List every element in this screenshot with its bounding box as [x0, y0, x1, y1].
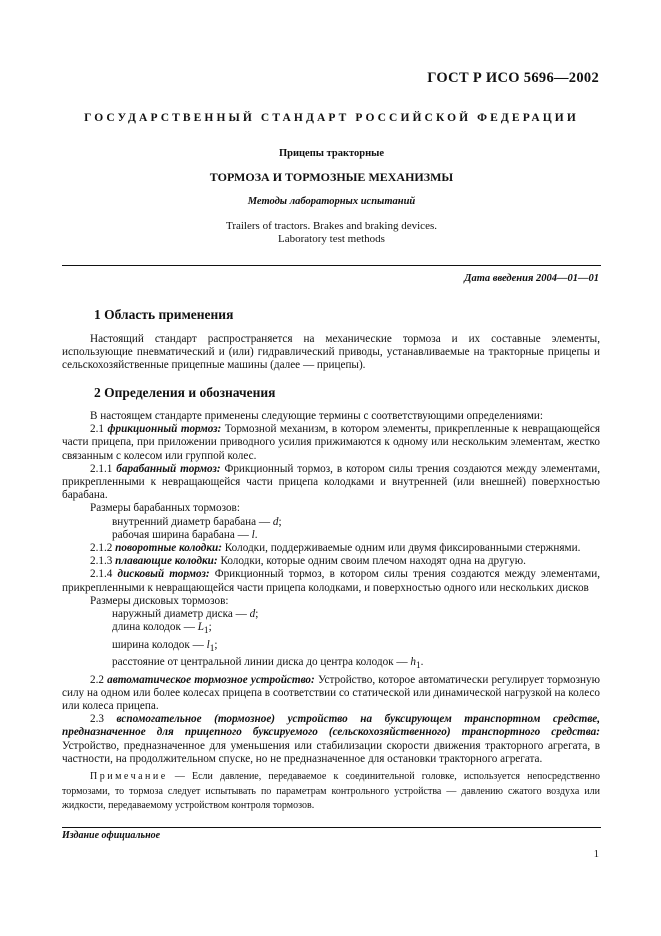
note: [62, 770, 600, 814]
pad-length: длина колодок — $L_1$;: [112, 621, 212, 637]
gost-number: ГОСТ Р ИСО 5696—2002: [427, 70, 599, 86]
section1-heading: 1 Область применения: [94, 307, 234, 322]
subscript: 1: [209, 643, 215, 654]
drum-diameter: внутренний диаметр барабана — d;: [112, 515, 282, 528]
symbol-l: l: [251, 528, 255, 541]
pad-width: ширина колодок — $l_1$;: [112, 638, 218, 654]
subscript: 1: [415, 661, 421, 672]
clause-2-2: [62, 674, 600, 714]
clause-number: 2.1.1: [90, 462, 113, 475]
pad-offset-text: расстояние от центральной линии диска до центра колодок —: [112, 656, 408, 669]
clause-number: 2.1: [90, 423, 104, 436]
definition: Тормозной механизм, в котором элементы, прикрепленные к невращающейся части прицепа, при приложении приводного усилия прижимаются к одному или нескольким элементам, жестко связанным с колесом или группой колес.: [62, 423, 601, 462]
clause-number: 2.1.4: [90, 568, 113, 581]
subscript: 1: [203, 626, 209, 637]
section2-intro: В настоящем стандарте применены следующие термины с соответствующими определениями:: [90, 410, 544, 422]
drum-width: рабочая ширина барабана — l.: [112, 528, 258, 541]
definition: Колодки, которые одним своим плечом находят одна на другую.: [220, 555, 526, 568]
definition: Устройство, предназначенное для уменьшения или стабилизации скорости движения тракторного агрегата, в частности, на продолжительном спуске, но не предназначенное для остановки тракторного агрегата.: [62, 739, 600, 765]
pad-length-text: длина колодок —: [112, 621, 195, 634]
title-methods: Методы лабораторных испытаний: [247, 196, 416, 207]
symbol-h: h: [410, 656, 416, 669]
drum-sizes-label: Размеры барабанных тормозов:: [90, 502, 240, 515]
term: автоматическое тормозное устройство:: [107, 673, 315, 686]
clause-2-1-3: [62, 555, 600, 568]
term: барабанный тормоз:: [116, 462, 221, 475]
term: вспомогательное (тормозное) устройство на буксирующем транспортном средстве, предназначенное для прицепного буксируемого (сельскохозяйственного) транспортного средства:: [62, 713, 601, 739]
clause-number: 2.3: [90, 713, 104, 726]
definition: Фрикционный тормоз, в котором силы трения создаются между элементами, прикрепленными к невращающейся части прицепа колодками, и поверхностью одного или нескольких дисков: [62, 568, 601, 594]
title-main: ТОРМОЗА И ТОРМОЗНЫЕ МЕХАНИЗМЫ: [209, 170, 454, 184]
note-text: — Если давление, передаваемое к соединительной головке, используется непосредственно тормозами, то тормоза следует испытывать по параметрам контрольного устройства — давлению сжатого воздуха или жидкости, передаваемому устройством контроля тормозов.: [62, 771, 600, 811]
section2-body: [62, 410, 600, 766]
introduction-date: Дата введения 2004—01—01: [464, 273, 599, 284]
drum-diameter-text: внутренний диаметр барабана —: [112, 515, 271, 528]
edition-label: Издание официальное: [62, 830, 161, 841]
disc-diameter-text: наружный диаметр диска —: [112, 608, 247, 621]
symbol-d: d: [272, 515, 279, 528]
symbol-L: L: [197, 621, 204, 634]
disc-diameter: наружный диаметр диска — d;: [112, 608, 259, 621]
footer-divider: [62, 827, 601, 828]
title-english-line1: Trailers of tractors. Brakes and braking devices.: [226, 220, 437, 232]
term: плавающие колодки:: [115, 555, 218, 568]
term: поворотные колодки:: [115, 542, 222, 555]
term: фрикционный тормоз:: [107, 423, 222, 436]
state-standard-title: ГОСУДАРСТВЕННЫЙ СТАНДАРТ РОССИЙСКОЙ ФЕДЕРАЦИИ: [84, 112, 579, 124]
section1-paragraph: Настоящий стандарт распространяется на механические тормоза и их составные элементы, использующие пневматический и (или) гидравлический приводы, устанавливаемые на тракторные прицепы и сельскохозяйственные прицепные машины (далее — прицепы).: [62, 333, 600, 372]
definition: Колодки, поддерживаемые одним или двумя фиксированными стержнями.: [224, 542, 581, 555]
clause-2-3: [62, 713, 600, 766]
clause-2-1-1: [62, 463, 600, 503]
clause-2-1-2: [62, 542, 600, 555]
disc-sizes-label: Размеры дисковых тормозов:: [90, 594, 229, 607]
title-subject: Прицепы тракторные: [278, 148, 385, 159]
definition: Устройство, которое автоматически регулирует тормозную силу на одном или более колесах прицепа в соответствии со статической или динамической нагрузкой на колесо или колеса прицепа.: [62, 673, 601, 712]
symbol-l: l: [206, 638, 210, 651]
note-label: Примечание: [90, 771, 168, 782]
definition: Фрикционный тормоз, в котором силы трения создаются между элементами, прикрепленными к невращающейся части прицепа колодками и внутренней (или внешней) поверхностью барабана.: [62, 462, 601, 502]
section2-heading: 2 Определения и обозначения: [94, 385, 276, 400]
header-divider: [62, 265, 601, 266]
symbol-d: d: [249, 608, 256, 621]
section1-text: [62, 333, 600, 373]
title-english-line2: Laboratory test methods: [278, 233, 385, 245]
term: дисковый тормоз:: [117, 568, 210, 581]
pad-width-text: ширина колодок —: [112, 638, 204, 651]
clause-number: 2.2: [90, 673, 104, 686]
pad-offset: расстояние от центральной линии диска до центра колодок — $h_1$.: [112, 656, 424, 672]
drum-width-text: рабочая ширина барабана —: [112, 528, 249, 541]
page-number: 1: [593, 849, 599, 860]
clause-number: 2.1.3: [90, 555, 113, 568]
clause-number: 2.1.2: [90, 542, 113, 555]
clause-2-1: [62, 423, 600, 463]
title-english: [62, 220, 601, 246]
clause-2-1-4: [62, 568, 600, 594]
